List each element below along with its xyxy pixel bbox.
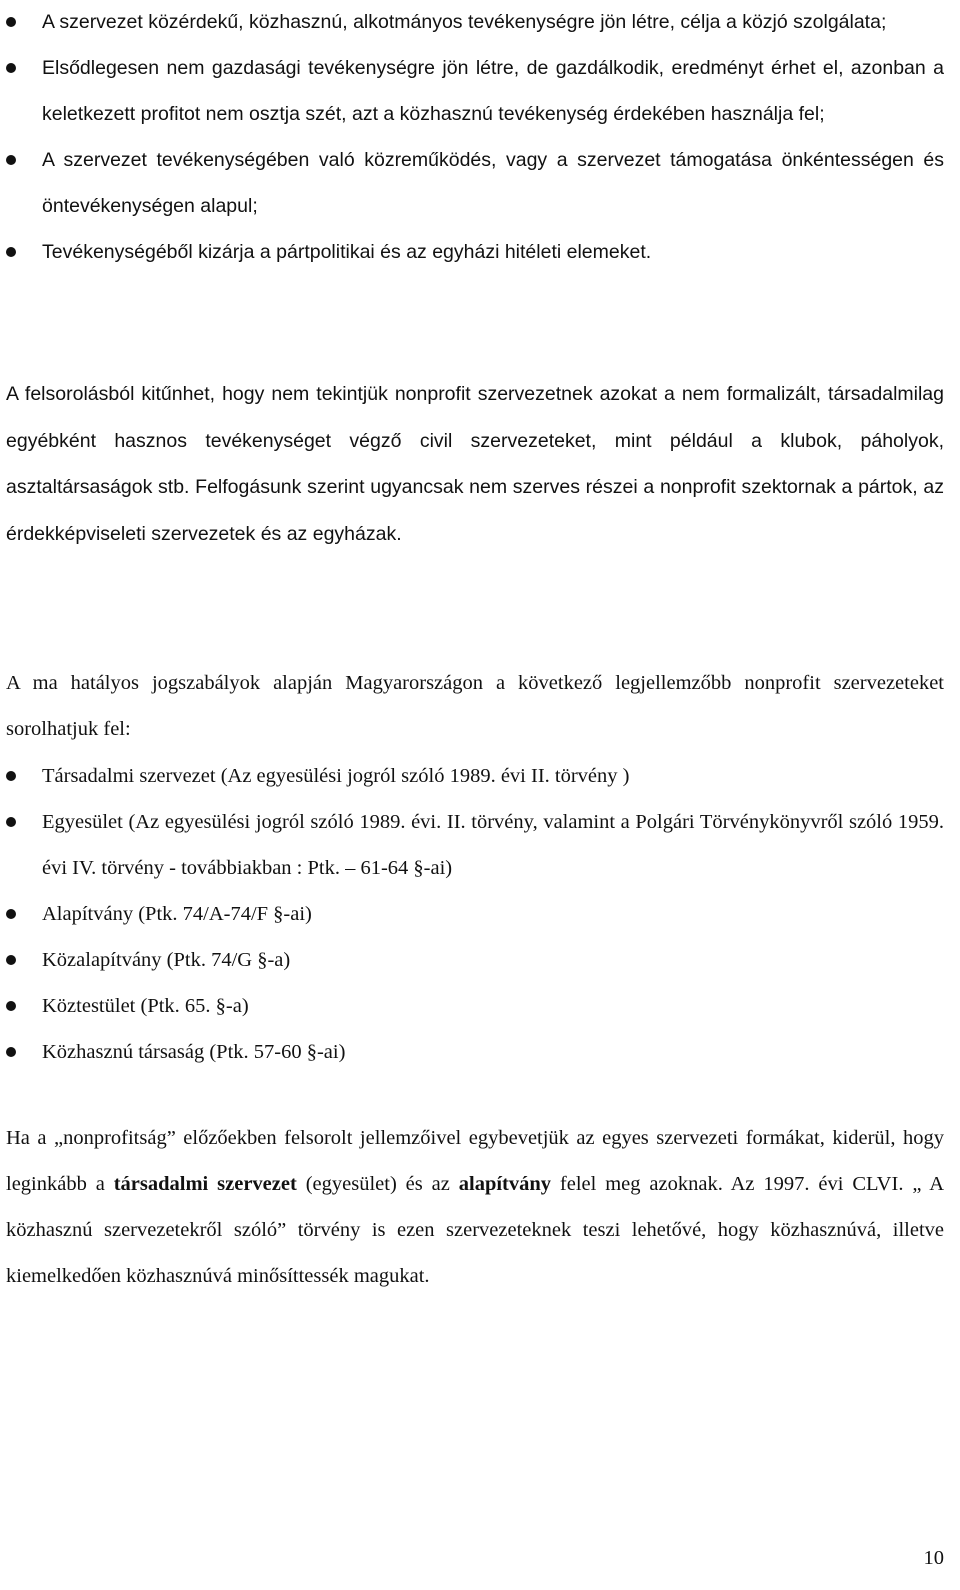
- bullet-icon: [6, 955, 16, 965]
- list-item-text: Köztestület (Ptk. 65. §-a): [42, 995, 249, 1017]
- list-item-text: Egyesület (Az egyesülési jogról szóló 1989. évi. II. törvény, valamint a Polgári Törvénykönyvről szóló 1959. évi IV. törvény - továbbiakban : Ptk. – 61-64 §-ai): [42, 811, 944, 879]
- bold-term-foundation: alapítvány: [458, 1173, 552, 1195]
- paragraph-legal-forms-intro: A ma hatályos jogszabályok alapján Magyarországon a következő legjellemzőbb nonprofit szervezeteket sorolhatjuk fel:: [6, 672, 944, 740]
- list-item: [0, 799, 944, 891]
- list-item-text: Tevékenységéből kizárja a pártpolitikai és az egyházi hitéleti elemeket.: [42, 241, 652, 263]
- legal-forms-list: [0, 753, 944, 1075]
- bullet-icon: [6, 909, 16, 919]
- bullet-icon: [6, 247, 16, 257]
- paragraph-text: Ha a „nonprofitság” előzőekben felsorolt jellemzőivel egybevetjük az egyes szervezeti formákat, kiderül, hogy leginkább a: [6, 1127, 944, 1195]
- list-item: [0, 1029, 944, 1075]
- bullet-icon: [6, 1047, 16, 1057]
- bullet-icon: [6, 771, 16, 781]
- bold-term-social-organization: társadalmi szervezet: [113, 1173, 297, 1195]
- paragraph-nonprofit-scope: A felsorolásból kitűnhet, hogy nem tekintjük nonprofit szervezetnek azokat a nem formalizált, társadalmilag egyébként hasznos tevékenységet végző civil szervezeteket, mint például a klubok, páholyok, asztaltársaságok stb. Felfogásunk szerint ugyancsak nem szerves részei a nonprofit szektornak a pártok, az érdekképviseleti szervezetek és az egyházak.: [6, 383, 944, 545]
- characteristics-list: [0, 0, 944, 275]
- bullet-icon: [6, 63, 16, 73]
- bullet-icon: [6, 817, 16, 827]
- paragraph-text: felel meg azoknak. Az 1997. évi CLVI. „ A közhasznú szervezetekről szóló” törvény is ezen szervezeteknek teszi lehetővé, hogy közhasznúvá, illetve kiemelkedően közhasznúvá minősíttessék magukat.: [6, 1173, 945, 1287]
- list-item-text: Elsődlegesen nem gazdasági tevékenységre jön létre, de gazdálkodik, eredményt érhet el, azonban a keletkezett profitot nem osztja szét, azt a közhasznú tevékenység érdekében használja fel;: [42, 57, 944, 125]
- bullet-icon: [6, 17, 16, 27]
- list-item-text: Közalapítvány (Ptk. 74/G §-a): [42, 949, 291, 971]
- page-number: 10: [923, 1547, 944, 1569]
- list-item: [0, 983, 944, 1029]
- bullet-icon: [6, 1001, 16, 1011]
- list-item-text: A szervezet tevékenységében való közreműködés, vagy a szervezet támogatása önkéntességen és öntevékenységen alapul;: [42, 149, 944, 217]
- list-item: [0, 937, 944, 983]
- paragraph-conclusion: [6, 1115, 944, 1299]
- list-item: [0, 0, 944, 45]
- list-item: [0, 229, 944, 275]
- list-item-text: Alapítvány (Ptk. 74/A-74/F §-ai): [42, 903, 312, 925]
- list-item: [0, 753, 944, 799]
- list-item-text: A szervezet közérdekű, közhasznú, alkotmányos tevékenységre jön létre, célja a közjó szolgálata;: [42, 11, 887, 33]
- list-item-text: Társadalmi szervezet (Az egyesülési jogról szóló 1989. évi II. törvény ): [42, 765, 630, 787]
- list-item: [0, 45, 944, 137]
- list-item: [0, 137, 944, 229]
- paragraph-text: (egyesület) és az: [296, 1173, 459, 1195]
- bullet-icon: [6, 155, 16, 165]
- list-item: [0, 891, 944, 937]
- list-item-text: Közhasznú társaság (Ptk. 57-60 §-ai): [42, 1041, 346, 1063]
